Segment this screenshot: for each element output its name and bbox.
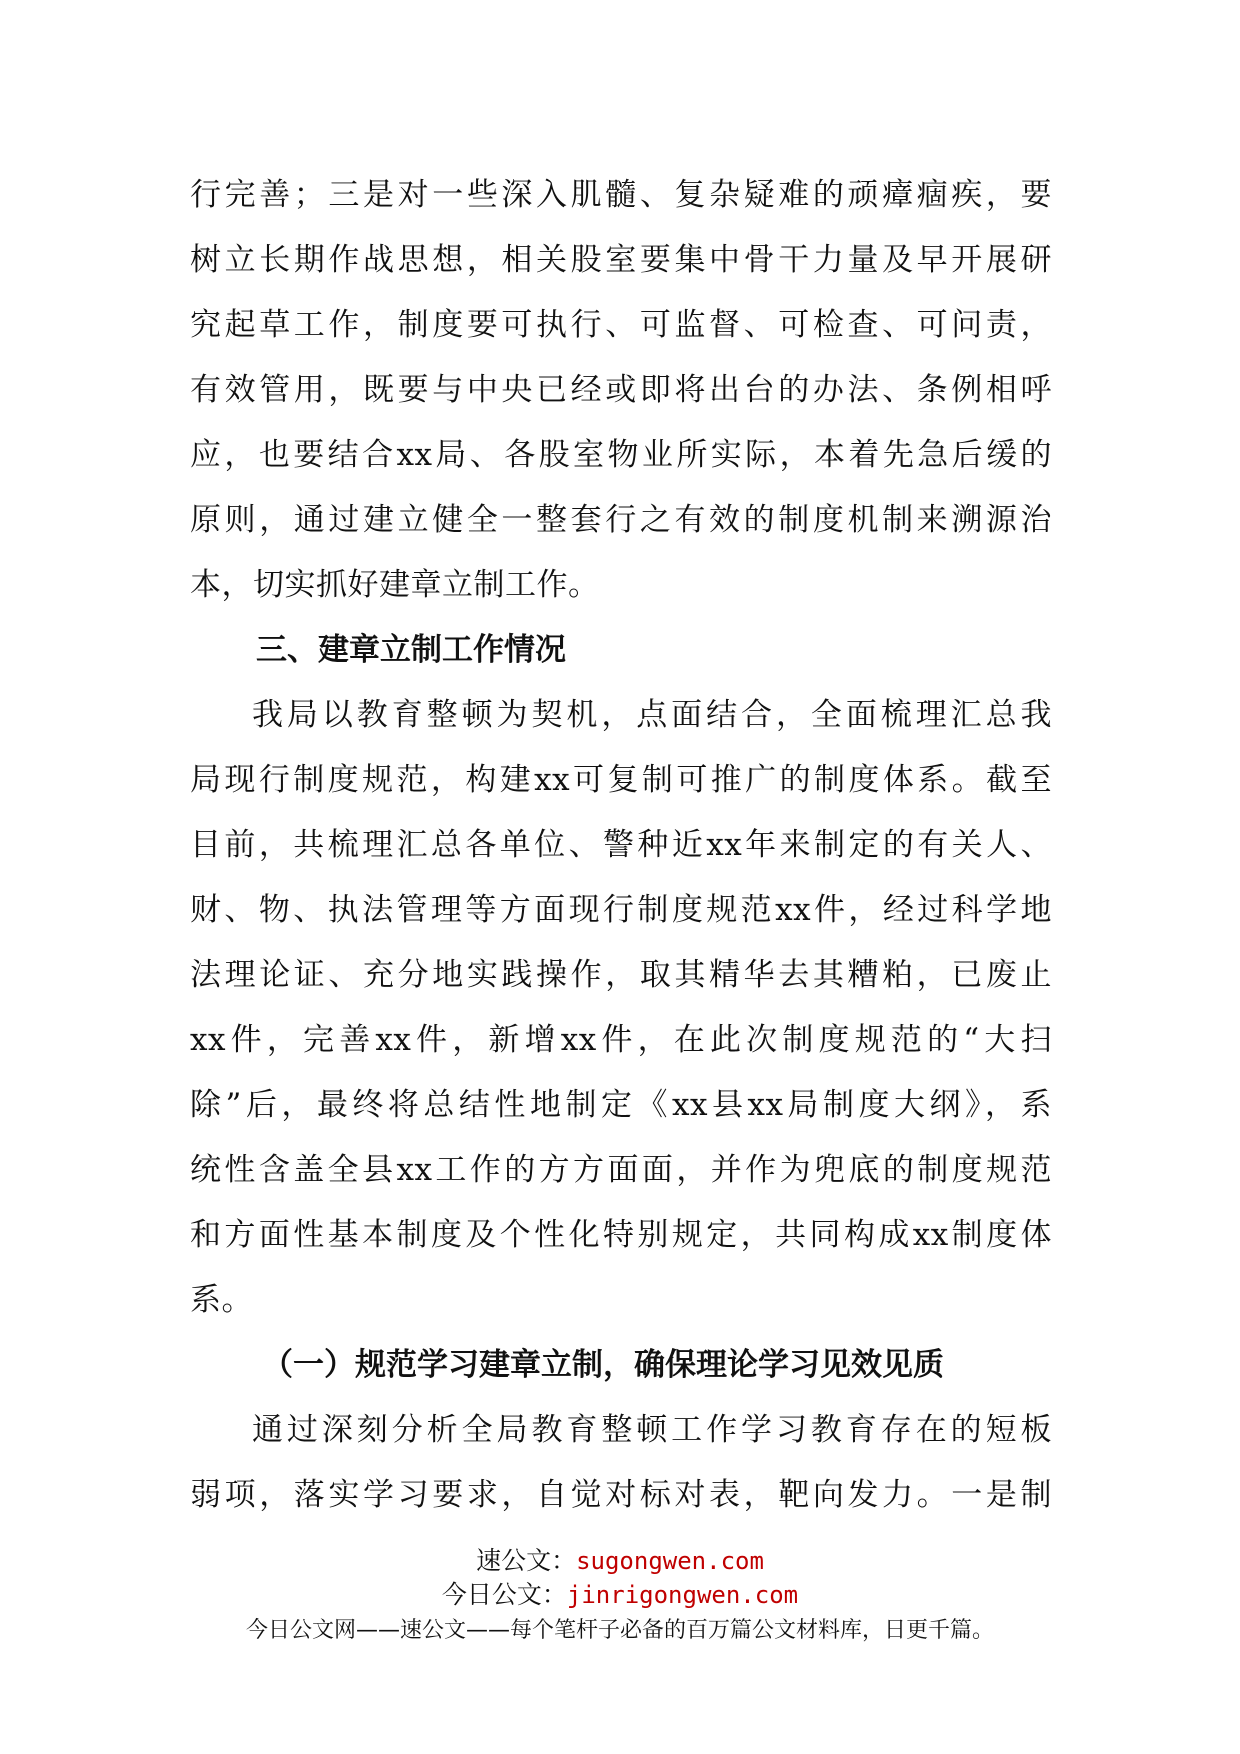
text-line: 本，切实抓好建章立制工作。 (190, 567, 600, 603)
text-line: 和方面性基本制度及个性化特别规定，共同构成xx制度体 (190, 1217, 1052, 1253)
text-line: 应，也要结合xx局、各股室物业所实际，本着先急后缓的 (190, 437, 1052, 473)
text-line: 财、物、执法管理等方面现行制度规范xx件，经过科学地 (190, 892, 1052, 928)
text-line: xx件，完善xx件，新增xx件，在此次制度规范的“大扫 (190, 1022, 1052, 1058)
subsection-heading: （一）规范学习建章立制，确保理论学习见效见质 (262, 1347, 944, 1383)
footer-slogan: 今日公文网——速公文——每个笔杆子必备的百万篇公文材料库，日更千篇。 (245, 1618, 994, 1643)
paragraph-section-three (190, 683, 1052, 1333)
text-line: 我局以教育整顿为契机，点面结合，全面梳理汇总我 (252, 697, 1052, 733)
footer-link-sugongwen[interactable]: sugongwen.com (576, 1547, 764, 1575)
text-line: 通过深刻分析全局教育整顿工作学习教育存在的短板 (252, 1412, 1052, 1448)
text-line: 法理论证、充分地实践操作，取其精华去其糟粕，已废止 (190, 957, 1052, 993)
text-line: 统性含盖全县xx工作的方方面面，并作为兜底的制度规范 (190, 1152, 1052, 1188)
document-body (190, 163, 1052, 1528)
text-line: 有效管用，既要与中央已经或即将出台的办法、条例相呼 (190, 372, 1052, 408)
footer-link-jinrigongwen[interactable]: jinrigongwen.com (566, 1581, 799, 1609)
text-line: 弱项，落实学习要求，自觉对标对表，靶向发力。一是制 (190, 1477, 1052, 1513)
text-line: 除”后，最终将总结性地制定《xx县xx局制度大纲》，系 (190, 1087, 1052, 1123)
text-line: 究起草工作，制度要可执行、可监督、可检查、可问责， (190, 307, 1052, 343)
text-line: 原则，通过建立健全一整套行之有效的制度机制来溯源治 (190, 502, 1052, 538)
paragraph-subsection-one (190, 1398, 1052, 1528)
text-line: 局现行制度规范，构建xx可复制可推广的制度体系。截至 (190, 762, 1052, 798)
page-footer (0, 1544, 1240, 1648)
section-heading: 三、建章立制工作情况 (256, 632, 566, 668)
footer-label: 速公文： (476, 1546, 577, 1575)
footer-site-line-2 (0, 1578, 1240, 1612)
footer-site-line-1 (0, 1544, 1240, 1578)
text-line: 树立长期作战思想，相关股室要集中骨干力量及早开展研 (190, 242, 1052, 278)
text-line: 行完善；三是对一些深入肌髓、复杂疑难的顽瘴痼疾，要 (190, 177, 1052, 213)
footer-label: 今日公文： (441, 1580, 567, 1609)
paragraph-continued (190, 163, 1052, 618)
text-line: 系。 (190, 1282, 253, 1318)
text-line: 目前，共梳理汇总各单位、警种近xx年来制定的有关人、 (190, 827, 1052, 863)
